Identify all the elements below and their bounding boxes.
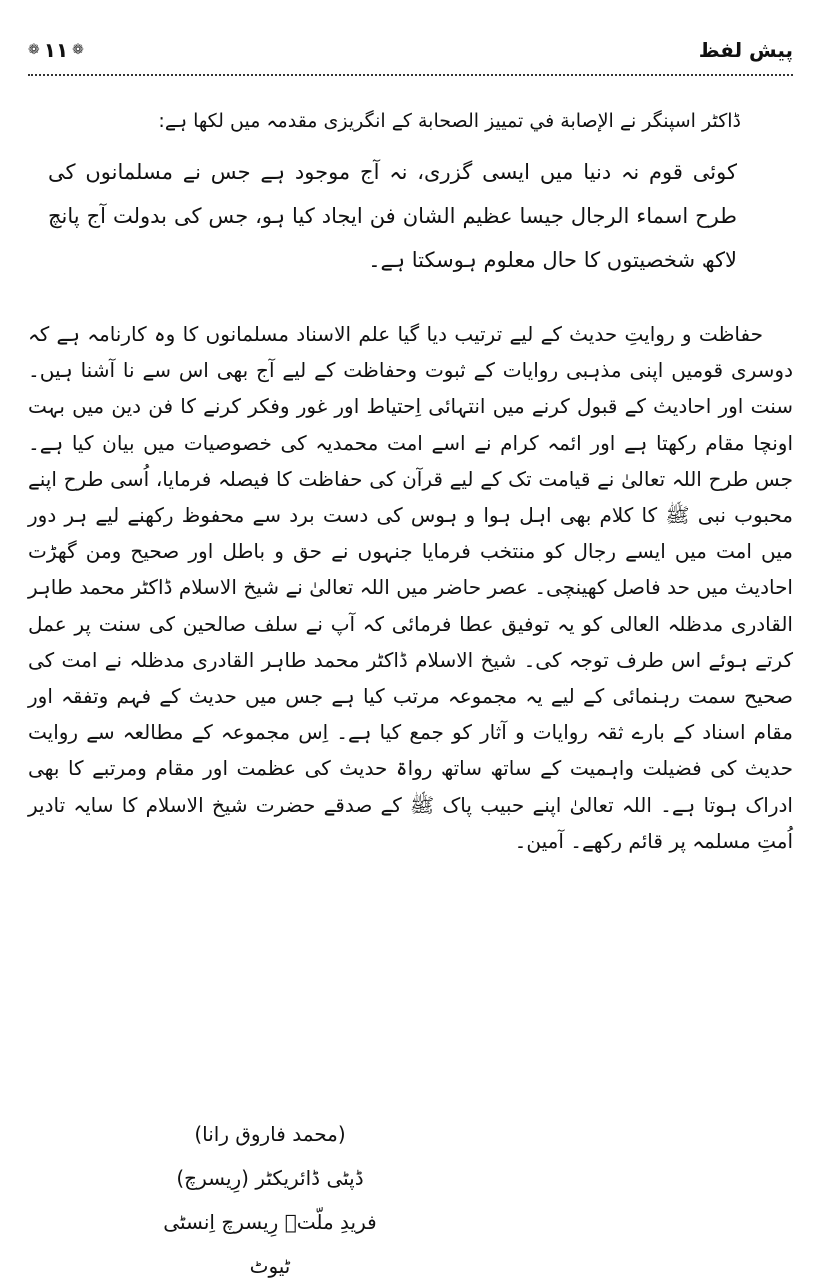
ornament-right-icon: ❁ <box>72 42 84 58</box>
page-number-box <box>28 38 84 62</box>
intro-line: ڈاکٹر اسپنگر نے الإصابة في تمییز الصحابة کے انگریزی مقدمہ میں لکھا ہے: <box>158 110 741 132</box>
signature-name: (محمد فاروق رانا) <box>194 1122 346 1146</box>
signature-institute: فریدِ ملّتؒ رِیسرچ اِنسٹی ٹیوٹ <box>163 1210 377 1278</box>
signature-block <box>140 1112 400 1288</box>
block-quote: کوئی قوم نہ دنیا میں ایسی گزری، نہ آج موجود ہے جس نے مسلمانوں کی طرح اسماء الرجال جیسا عظیم الشان فن ایجاد کیا ہو، جس کی بدولت آج پانچ لاکھ شخصیتوں کا حال معلوم ہوسکتا ہے۔ <box>48 160 737 272</box>
page-number: ۱۱ <box>43 38 69 62</box>
body-paragraph: حفاظت و روایتِ حدیث کے لیے ترتیب دیا گیا علم الاسناد مسلمانوں کا وہ کارنامہ ہے کہ دوسری قومیں اپنی مذہبی روایات کے ثبوت وحفاظت کے لیے آج بھی اس سے نا آشنا ہیں۔ سنت اور احادیث کے قبول کرنے میں انتہائی اِحتیاط اور غور وفکر کرنے کا فن دین میں بہت اونچا مقام رکھتا ہے اور ائمہ کرام نے اسے امت محمدیہ کی خصوصیات میں بیان کیا ہے۔ جس طرح اللہ تعالیٰ نے قیامت تک کے لیے قرآن کی حفاظت کا فیصلہ فرمایا، اُسی طرح اپنے محبوب نبی ﷺ کا کلام بھی اہل ہوا و ہوس کی دست برد سے محفوظ رکھنے لیے ہر دور میں امت میں ایسے رجال کو منتخب فرمایا جنہوں نے حق و باطل اور صحیح ومن گھڑت احادیث میں حد فاصل کھینچی۔ عصر حاضر میں اللہ تعالیٰ نے شیخ الاسلام ڈاکٹر محمد طاہر القادری مدظلہ العالی کو یہ توفیق عطا فرمائی کہ آپ نے سلف صالحین کی سنت پر عمل کرتے ہوئے اس طرف توجہ کی۔ شیخ الاسلام ڈاکٹر محمد طاہر القادری مدظلہ نے امت کی صحیح سمت رہنمائی کے لیے یہ مجموعہ مرتب کیا ہے جس میں حدیث کے فہم وتفقہ اور مقام اسناد کے بارے ثقہ روایات و آثار کو جمع کیا ہے۔ اِس مجموعہ کے مطالعہ سے روایت حدیث کی فضیلت واہمیت کے ساتھ ساتھ رواۃ حدیث کی عظمت اور مقام ومرتبے کا بھی ادراک ہوتا ہے۔ اللہ تعالیٰ اپنے حبیب پاک ﷺ کے صدقے حضرت شیخ الاسلام کا سایہ تادیر اُمتِ مسلمہ پر قائم رکھے۔ آمین۔ <box>28 322 793 853</box>
signature-title: ڈپٹی ڈائریکٹر (رِیسرچ) <box>176 1166 364 1190</box>
ornament-left-icon: ❁ <box>28 42 40 58</box>
body-text <box>28 316 793 859</box>
header-divider <box>28 74 793 76</box>
page-header <box>28 30 793 70</box>
section-title: پیش لفظ <box>698 38 793 62</box>
